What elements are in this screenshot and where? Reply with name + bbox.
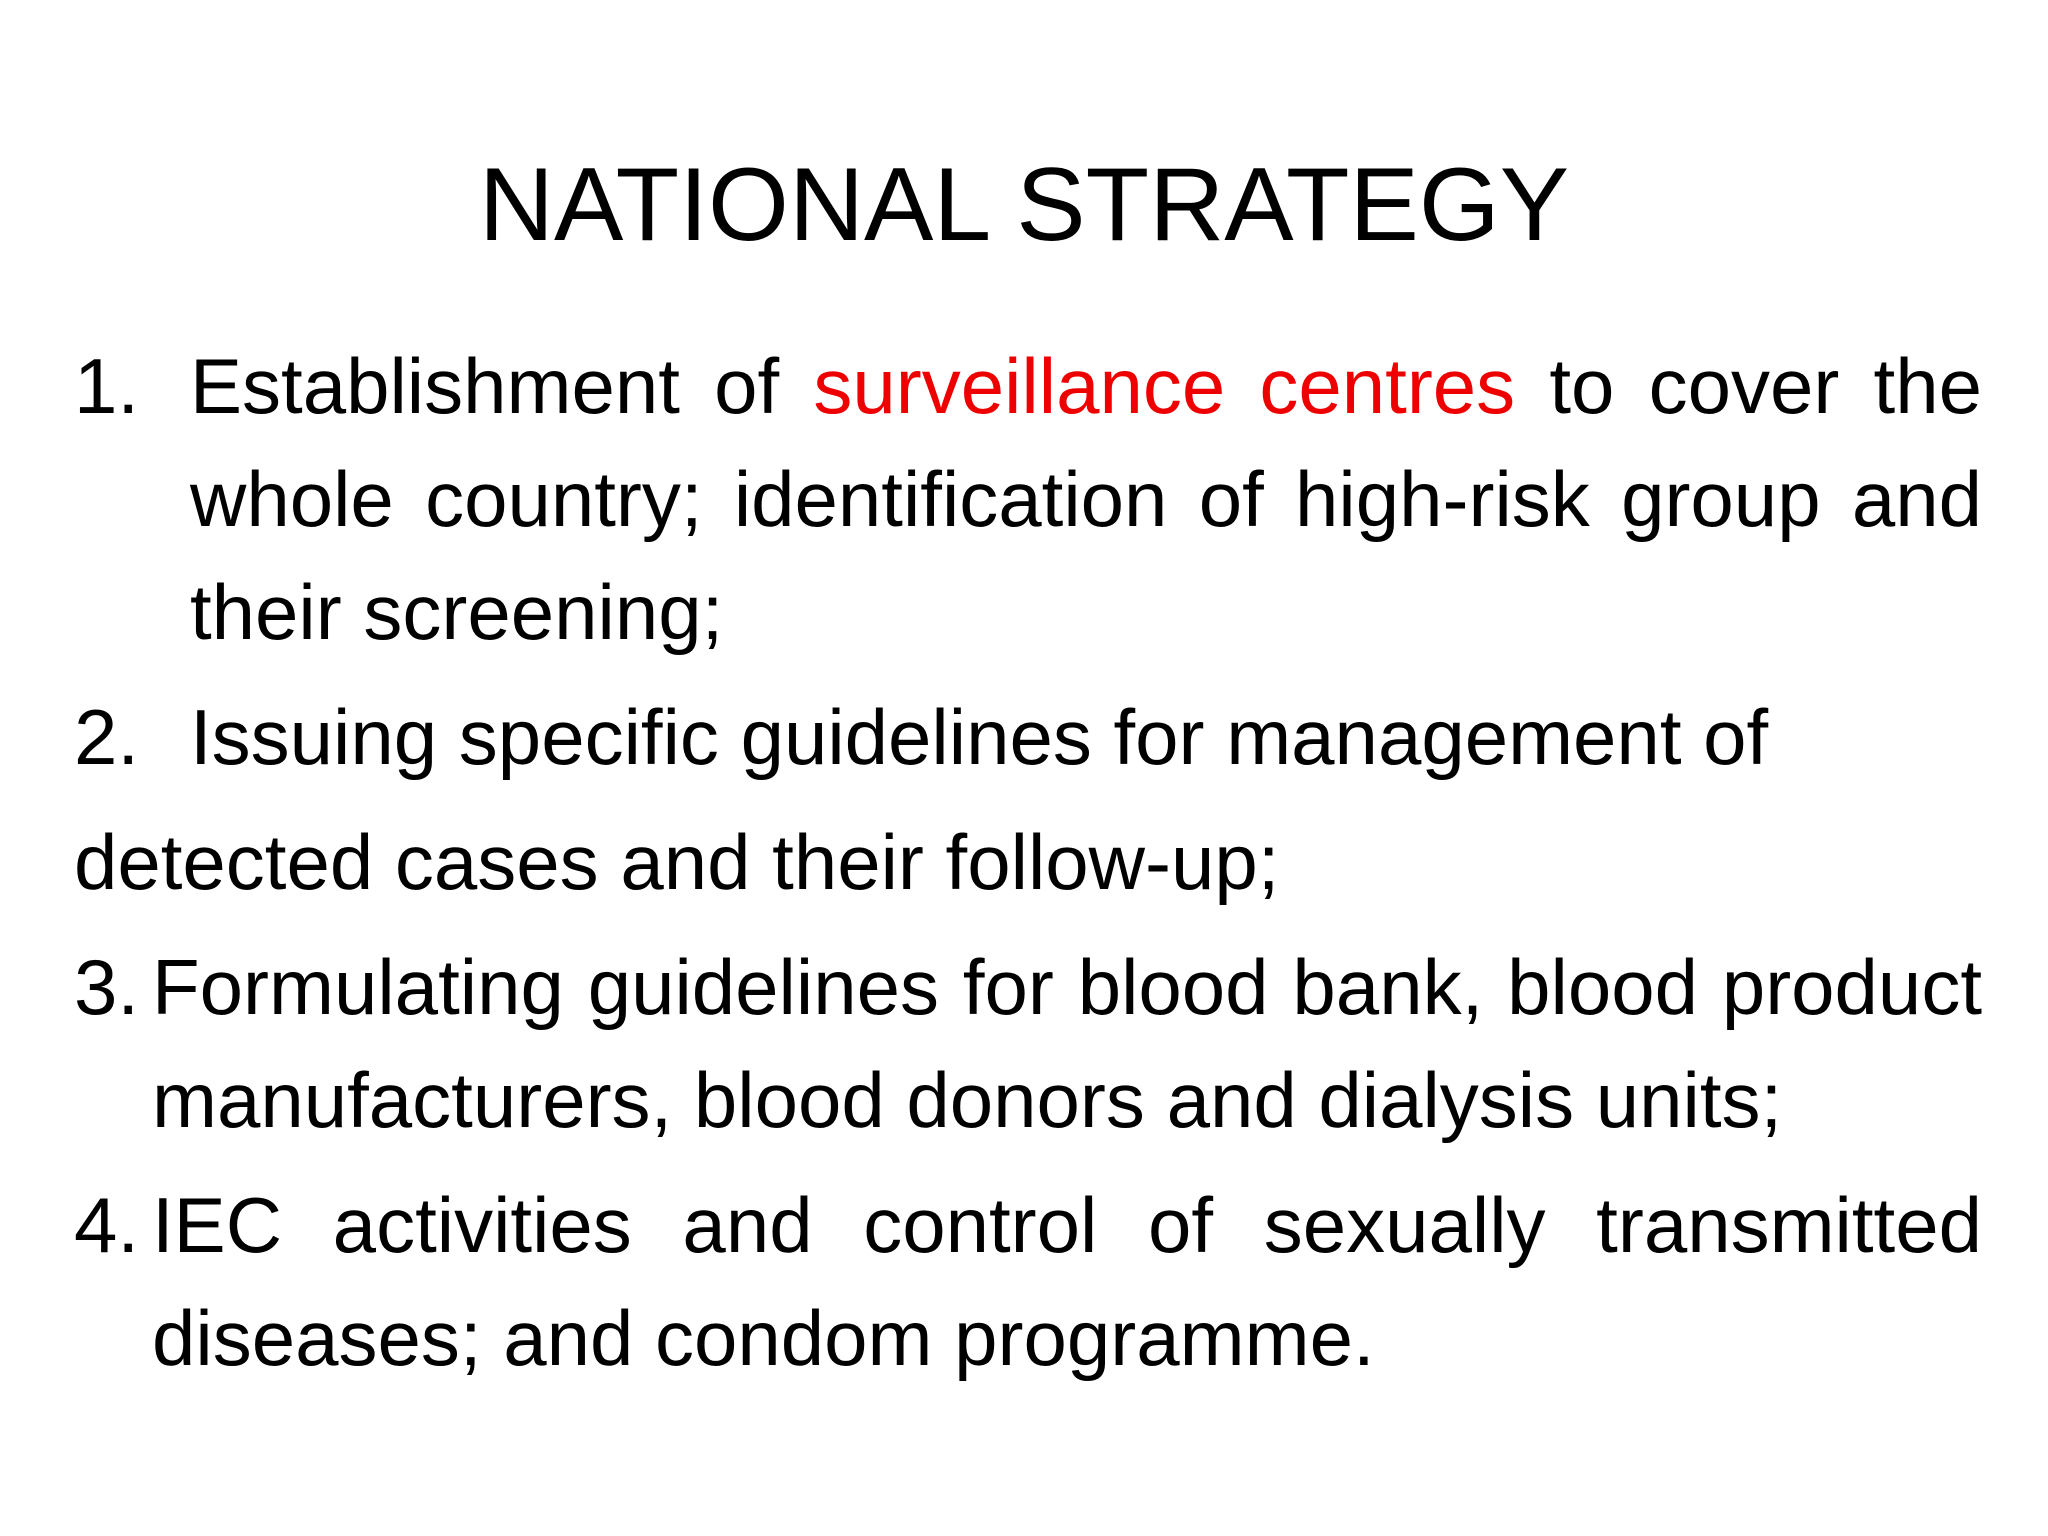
slide-title: NATIONAL STRATEGY xyxy=(478,147,1570,263)
list-item xyxy=(74,1169,1982,1395)
list-item xyxy=(74,681,1982,794)
list-item-text: detected cases and their follow-up; xyxy=(74,818,1280,906)
list-item-continuation xyxy=(74,806,1982,919)
list-item-text: Establishment of xyxy=(190,342,814,430)
list-item-number: 1. xyxy=(74,342,140,430)
list-item-number: 3. xyxy=(74,943,140,1031)
highlighted-text: surveillance centres xyxy=(813,342,1516,430)
list-item-text: IEC activities and control of sexually transmitted diseases; and condom programme. xyxy=(152,1181,1982,1382)
list-item xyxy=(74,931,1982,1157)
strategy-list xyxy=(74,330,1982,1395)
list-item-number: 2. xyxy=(74,693,140,781)
list-item-number: 4. xyxy=(74,1181,140,1269)
list-item-text: Issuing specific guidelines for management of xyxy=(190,693,1769,781)
list-item-text: to cover the whole country; identification of high-risk group and their screening; xyxy=(190,342,1982,656)
list-item xyxy=(74,330,1982,669)
list-item-text: Formulating guidelines for blood bank, blood product manufacturers, blood donors and dialysis units; xyxy=(152,943,1982,1144)
